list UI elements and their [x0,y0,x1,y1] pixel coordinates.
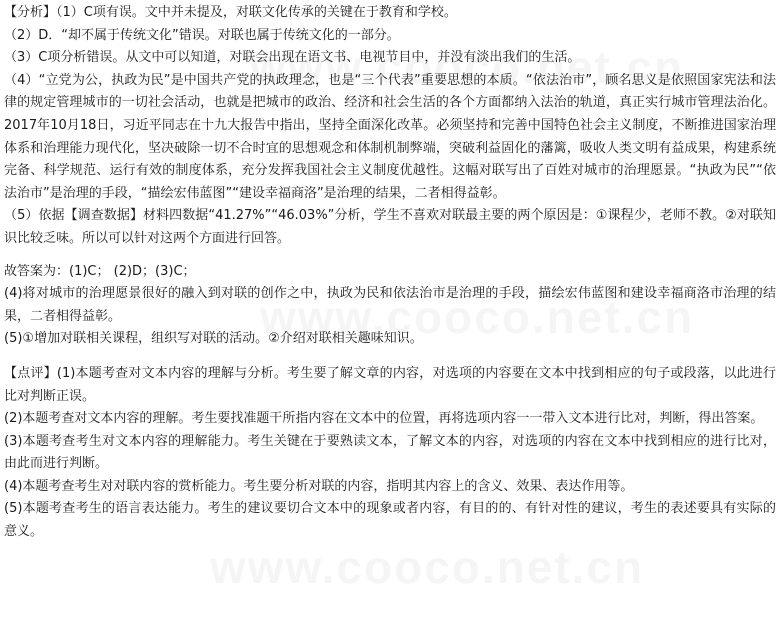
analysis-item-4: （4）“立党为公，执政为民”是中国共产党的执政理念，也是“三个代表”重要思想的本质。“依法治市”，顾名思义是依照国家宪法和法律的规定管理城市的一切社会活动，也就是把城市的政治、经济和社会生活的各个方面都纳入法治的轨道，真正实行城市管理法治化。2017年10月18日，习近平同志在十九大报告中指出，坚持全面深化改革。必须坚持和完善中国特色社会主义制度，不断推进国家治理体系和治理能力现代化，坚决破除一切不合时宜的思想观念和体制机制弊端，突破利益固化的藩篱，吸收人类文明有益成果，构建系统完备、科学规范、运行有效的制度体系，充分发挥我国社会主义制度优越性。这幅对联写出了百姓对城市的治理愿景。“执政为民”“依法治市”是治理的手段，“描绘宏伟蓝图”“建设幸福商洛”是治理的结果，二者相得益彰。 [4,72,776,201]
answer-item-4: (4)将对城市的治理愿景很好的融入到对联的创作之中，执政为民和依法治市是治理的手段，描绘宏伟蓝图和建设幸福商洛市治理的结果，二者相得益彰。 [4,286,776,324]
comment-item-5: (5)本题考查考生的语言表达能力。考生的建议要切合文本中的现象或者内容，有目的的、有针对性的建议，考生的表述要具有实际的意义。 [4,501,776,540]
analysis-item-5: （5）依据【调查数据】材料四数据“41.27%”“46.03%”分析，学生不喜欢对联最主要的两个原因是：①课程少，老师不教。②对联知识比较乏味。所以可以针对这两个方面进行回答。 [4,208,776,246]
solution-content [4,2,776,544]
answer-summary: 故答案为：(1)C； (2)D；(3)C； [4,263,196,279]
comment-item-4: (4)本题考查考生对对联内容的赏析能力。考生要分析对联的内容，指明其内容上的含义、效果、表达作用等。 [4,478,634,494]
section-spacer [4,251,776,261]
analysis-item-2: （2）D．“却不属于传统文化”错误。对联也属于传统文化的一部分。 [4,27,400,43]
comment-item-2: (2)本题考查对文本内容的理解。考生要找准题干所指内容在文本中的位置，再将选项内容一一带入文本进行比对，判断，得出答案。 [4,411,764,427]
watermark [210,540,644,594]
section-spacer [4,351,776,363]
analysis-item-3: （3）C项分析错误。从文中可以知道，对联会出现在语文书、电视节目中，并没有淡出我们的生活。 [4,50,581,66]
comment-item-1: 【点评】(1)本题考查对文本内容的理解与分析。考生要了解文章的内容，对选项的内容要在文本中找到相应的句子或段落，以此进行比对判断正误。 [4,365,776,404]
analysis-section [4,2,776,251]
answer-section [4,261,776,351]
answer-item-5: (5)①增加对联相关课程，组织写对联的活动。②介绍对联相关趣味知识。 [4,331,423,347]
analysis-item-1: 【分析】（1）C项有误。文中并未提及，对联文化传承的关键在于教育和学校。 [4,5,457,20]
comment-section [4,363,776,544]
comment-item-3: (3)本题考查考生对文本内容的理解能力。考生关键在于要熟读文本，了解文本的内容，对选项的内容在文本中找到相应的进行比对，由此而进行判断。 [4,433,776,472]
